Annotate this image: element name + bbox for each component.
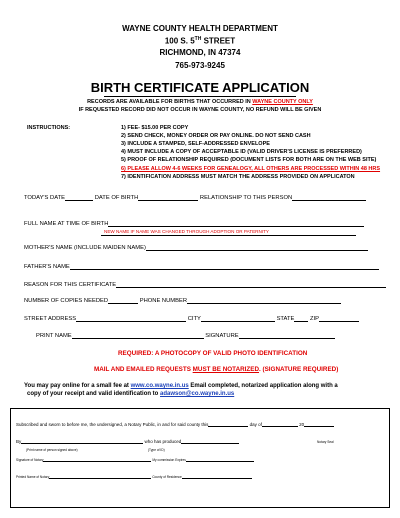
page-title: BIRTH CERTIFICATE APPLICATION — [90, 80, 310, 95]
full-name-field[interactable] — [108, 220, 364, 227]
address-row: STREET ADDRESS CITY STATE ZIP — [24, 315, 359, 322]
todays-date-field[interactable] — [65, 194, 93, 201]
new-name-field[interactable] — [101, 235, 356, 236]
copies-phone-row: NUMBER OF COPIES NEEDED PHONE NUMBER — [24, 297, 341, 304]
street-address-field[interactable] — [76, 315, 186, 322]
date-of-birth-field[interactable] — [138, 194, 198, 201]
father-row: FATHER'S NAME — [24, 263, 379, 270]
zip-field[interactable] — [319, 315, 359, 322]
notary-year-field[interactable] — [304, 422, 334, 427]
notary-month-field[interactable] — [262, 422, 298, 427]
notary-seal-label: Notary Seal — [317, 440, 334, 444]
print-name-caption: (Print name of person signed above) — [26, 448, 78, 452]
instruction-item: 6) PLEASE ALLOW 4-6 WEEKS FOR GENEALOGY, ALL OTHERS ARE PROCESSED WITHIN 48 HRS — [121, 166, 381, 172]
signature-field[interactable] — [239, 332, 335, 339]
website-link[interactable]: www.co.wayne.in.us — [130, 383, 189, 389]
instruction-item: 2) SEND CHECK, MONEY ORDER OR PAY ONLINE. DO NOT SEND CASH — [121, 133, 311, 139]
notary-day-field[interactable] — [208, 422, 248, 427]
title-underline — [104, 96, 296, 97]
instruction-item: 5) PROOF OF RELATIONSHIP REQUIRED (DOCUMENT LISTS FOR BOTH ARE ON THE WEB SITE) — [121, 157, 377, 163]
city-address: RICHMOND, IN 47374 — [159, 48, 241, 57]
instruction-item: 7) IDENTIFICATION ADDRESS MUST MATCH THE ADDRESS PROVIDED ON APPLICATON — [121, 174, 355, 180]
email-link[interactable]: adawson@co.wayne.in.us — [160, 391, 235, 397]
dates-row: TODAY'S DATE DATE OF BIRTH RELATIONSHIP TO THIS PERSON — [24, 194, 366, 201]
print-sign-row: PRINT NAME SIGNATURE — [36, 332, 335, 339]
refund-note: IF REQUESTED RECORD DID NOT OCCUR IN WAYNE COUNTY, NO REFUND WILL BE GIVEN — [78, 107, 322, 113]
notary-commission-field[interactable] — [186, 458, 254, 462]
full-name-row: FULL NAME AT TIME OF BIRTH — [24, 220, 364, 227]
instruction-item: 1) FEE- $15.00 PER COPY — [121, 125, 189, 131]
state-field[interactable] — [294, 315, 308, 322]
availability-note: RECORDS ARE AVAILABLE FOR BIRTHS THAT OCCURRED IN WAYNE COUNTY ONLY — [87, 99, 313, 105]
notary-signer-name-field[interactable] — [21, 439, 143, 444]
street-address: 100 S. 5TH STREET — [164, 36, 236, 46]
email-instruction-line: copy of your receipt and valid identification to adawson@co.wayne.in.us — [27, 391, 235, 397]
notary-printed-name-field[interactable] — [49, 475, 151, 479]
city-field[interactable] — [201, 315, 275, 322]
reason-field[interactable] — [116, 281, 386, 288]
photo-id-requirement: REQUIRED: A PHOTOCOPY OF VALID PHOTO IDENTIFICATION — [118, 350, 308, 357]
instruction-item: 3) INCLUDE A STAMPED, SELF-ADDRESSED ENVELOPE — [121, 141, 270, 147]
notary-sworn-line: Subscribed and sworn to before me, the undersigned, a Notary Public, in and for said county this day of 20 — [16, 422, 334, 427]
relationship-field[interactable] — [292, 194, 366, 201]
instruction-item: 4) MUST INCLUDE A COPY OF ACCEPTABLE ID (VALID DRIVER'S LICENSE IS PREFERRED) — [121, 149, 362, 155]
online-payment-line: You may pay online for a small fee at www.co.wayne.in.us Email completed, notarized application along with a — [24, 383, 338, 389]
notary-by-line: By who has produced — [16, 439, 239, 444]
notarize-requirement: MAIL AND EMAILED REQUESTS MUST BE NOTARIZED. (SIGNATURE REQUIRED) — [94, 366, 339, 373]
mother-name-field[interactable] — [146, 244, 368, 251]
print-name-field[interactable] — [72, 332, 204, 339]
father-name-field[interactable] — [70, 263, 379, 270]
mother-row: MOTHER'S NAME (INCLUDE MAIDEN NAME) — [24, 244, 368, 251]
notary-id-type-field[interactable] — [181, 439, 239, 444]
phone-field[interactable] — [187, 297, 341, 304]
id-type-caption: (Type of ID) — [148, 448, 165, 452]
department-name: WAYNE COUNTY HEALTH DEPARTMENT — [122, 24, 278, 33]
notary-signature-field[interactable] — [43, 458, 151, 462]
notary-signature-line: Signature of Notary My commission Expires — [16, 458, 254, 462]
instructions-label: INSTRUCTIONS: — [27, 125, 71, 131]
notary-printed-line: Printed Name of Notary County of Residence — [16, 475, 252, 479]
name-change-note: NEW NAME IF NAME WAS CHANGED THROUGH ADOPTION OR PATERNITY — [104, 229, 269, 234]
notary-county-field[interactable] — [182, 475, 252, 479]
department-phone: 765-973-9245 — [175, 61, 225, 70]
copies-field[interactable] — [108, 297, 138, 304]
reason-row: REASON FOR THIS CERTIFICATE — [24, 281, 386, 288]
